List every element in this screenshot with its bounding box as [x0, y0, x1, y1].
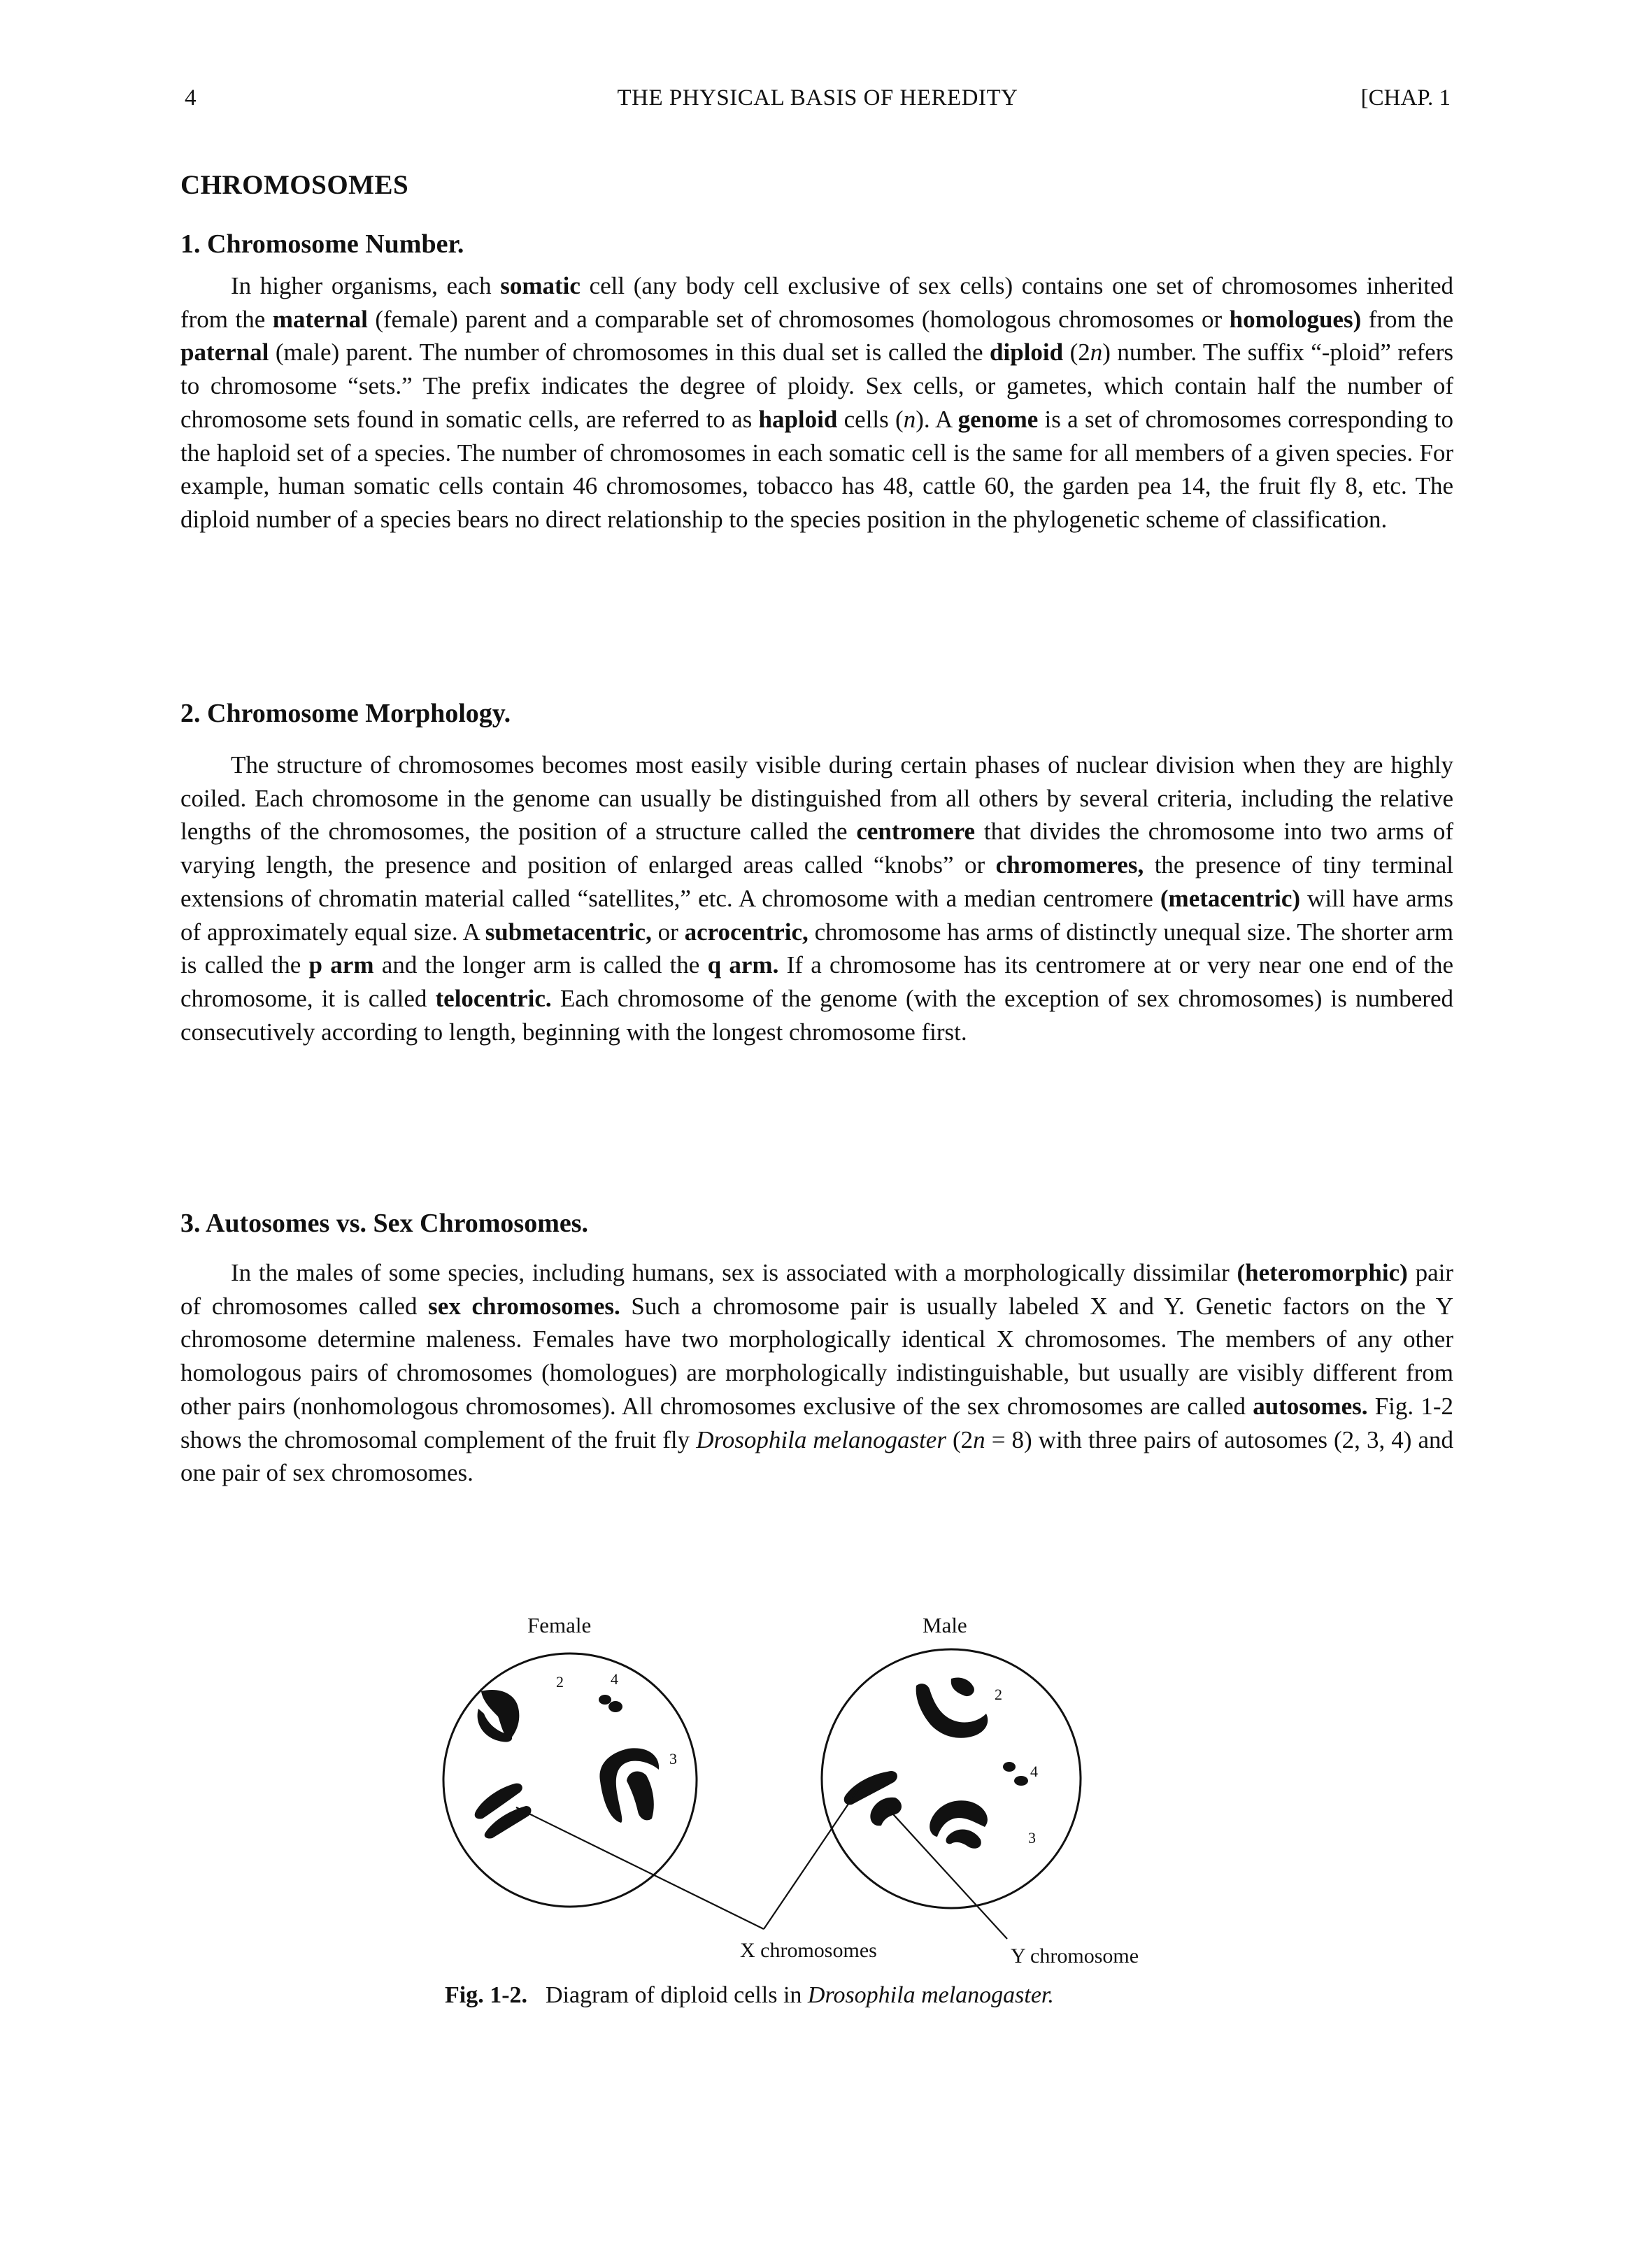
female-chromosome-4b [608, 1701, 622, 1712]
bold-term: p arm [308, 951, 374, 979]
bold-term: (metacentric) [1160, 884, 1301, 912]
text-run: the presence of tiny terminal extensions of chromatin material called “satellites,” etc. A chromosome with a median centromere [180, 851, 1453, 912]
male-chromosome-3b [946, 1829, 981, 1848]
bold-term: (heteromorphic) [1237, 1259, 1408, 1286]
text-run: is a set of chromosomes corresponding to the haploid set of a species. The number of chromosomes in each somatic cell is the same for all members of a given species. For example, human somatic cells contain 46 chromosomes, tobacco has 48, cattle 60, the garden pea 14, the fruit fly 8, etc. The diploid number of a species bears no direct relationship to the species position in the phylogenetic scheme of classification. [180, 405, 1453, 533]
bold-term: maternal [272, 305, 368, 333]
bold-term: q arm. [707, 951, 779, 979]
bold-term: sex chromosomes. [428, 1292, 620, 1320]
female-label: Female [527, 1613, 592, 1637]
running-title: THE PHYSICAL BASIS OF HEREDITY [617, 85, 1018, 111]
bold-term: haploid [758, 405, 838, 433]
subheading-autosomes: 3. Autosomes vs. Sex Chromosomes. [180, 1209, 589, 1238]
figure-caption-text: Diagram of diploid cells in [546, 1982, 808, 2008]
subheading-chromosome-number: 1. Chromosome Number. [180, 229, 464, 259]
male-label: Male [923, 1613, 967, 1637]
text-run: = 8) with three pairs of autosomes (2, 3, 4) and one pair of sex chromosomes. [180, 1425, 1453, 1487]
male-cell [822, 1649, 1081, 1908]
female-number-2: 2 [556, 1673, 564, 1691]
text-run: cells ( [837, 405, 904, 433]
paragraph-chromosome-morphology [180, 748, 1453, 1048]
male-number-2: 2 [995, 1686, 1002, 1703]
male-chromosome-4b [1014, 1776, 1028, 1786]
italic-term: n [903, 405, 916, 433]
text-run: cell (any body cell exclusive of sex cells) contains one set of chromosomes inherited from the [180, 272, 1453, 333]
female-number-3: 3 [669, 1750, 677, 1767]
text-run: ). A [916, 405, 958, 433]
bold-term: submetacentric, [485, 918, 652, 946]
bold-term: acrocentric, [684, 918, 809, 946]
female-number-4: 4 [611, 1670, 618, 1688]
bold-term: chromomeres, [995, 851, 1144, 879]
text-run: If a chromosome has its centromere at or very near one end of the chromosome, it is called [180, 951, 1454, 1012]
running-head [185, 85, 1451, 120]
text-run: In the males of some species, including humans, sex is associated with a morphologically dissimilar [231, 1259, 1237, 1286]
bold-term: diploid [990, 339, 1064, 367]
figure-caption-label: Fig. 1-2. [445, 1982, 528, 2008]
bold-term: autosomes. [1253, 1392, 1368, 1420]
figure-diploid-cells [406, 1609, 1245, 1972]
section-title: CHROMOSOMES [180, 170, 409, 200]
text-run: or [651, 918, 685, 946]
bold-term: centromere [856, 818, 976, 846]
text-run: that divides the chromosome into two arms of varying length, the presence and position of enlarged areas called “knobs” or [180, 818, 1454, 879]
text-run: and the longer arm is called the [373, 951, 708, 979]
paragraph-autosomes [180, 1256, 1453, 1490]
italic-term: n [1090, 339, 1103, 367]
text-run: The structure of chromosomes becomes most easily visible during certain phases of nuclear division when they are highly coiled. Each chromosome in the genome can usually be distinguished from all others by several criteria, including the relative lengths of the chromosomes, the position of a structure called the [180, 751, 1453, 846]
text-run: Such a chromosome pair is usually labeled X and Y. Genetic factors on the Y chromosome determine maleness. Females have two morphologically identical X chromosomes. The members of any other homologous pairs of chromosomes (homologues) are morphologically indistinguishable, but usually are visibly different from other pairs (nonhomologous chromosomes). All chromosomes exclusive of the sex chromosomes are called [180, 1292, 1453, 1420]
female-chromosome-4a [599, 1695, 611, 1705]
male-number-4: 4 [1030, 1763, 1038, 1780]
bold-term: homologues) [1229, 305, 1362, 333]
text-run: (2 [946, 1425, 974, 1453]
text-run: will have arms of approximately equal size. A [180, 884, 1453, 946]
figure-caption-species: Drosophila melanogaster. [807, 1982, 1054, 2008]
bold-term: somatic [500, 272, 581, 299]
male-chromosome-4a [1003, 1762, 1016, 1772]
text-run: In higher organisms, each [231, 272, 501, 299]
bold-term: paternal [180, 339, 269, 367]
text-run: (2 [1063, 339, 1090, 367]
italic-term: Drosophila melanogaster [696, 1425, 946, 1453]
text-run: Each chromosome of the genome (with the exception of sex chromosomes) is numbered consecutively according to length, beginning with the longest chromosome first. [180, 984, 1453, 1046]
x-chromosomes-label: X chromosomes [740, 1939, 877, 1962]
male-chromosome-2a [916, 1684, 988, 1738]
chapter-label: [CHAP. 1 [1360, 85, 1451, 111]
figure-caption [445, 1982, 1054, 2009]
bold-term: telocentric. [435, 984, 552, 1012]
paragraph-chromosome-number [180, 269, 1453, 536]
text-run: ) number. The suffix “-ploid” refers to chromosome “sets.” The prefix indicates the degree of ploidy. Sex cells, or gametes, which contain half the number of chromosome sets found in somatic cells, are referred to as [180, 339, 1453, 433]
male-chromosome-2b [951, 1678, 974, 1697]
female-chromosome-3b [627, 1771, 654, 1820]
text-run: pair of chromosomes called [180, 1259, 1453, 1320]
page-number: 4 [185, 85, 197, 111]
subheading-chromosome-morphology: 2. Chromosome Morphology. [180, 699, 511, 728]
leader-line-female-x [516, 1807, 764, 1929]
leader-line-male-x [764, 1786, 860, 1929]
text-run: chromosome has arms of distinctly unequal size. The shorter arm is called the [180, 918, 1454, 979]
male-number-3: 3 [1028, 1829, 1036, 1847]
male-chromosome-y [870, 1798, 902, 1826]
text-run: Fig. 1-2 shows the chromosomal complement of the fruit fly [180, 1392, 1453, 1453]
bold-term: genome [957, 405, 1039, 433]
text-run: from the [1361, 305, 1454, 333]
italic-term: n [973, 1425, 985, 1453]
y-chromosome-label: Y chromosome [1011, 1944, 1139, 1968]
leader-line-y [887, 1807, 1007, 1939]
text-run: (male) parent. The number of chromosomes in this dual set is called the [269, 339, 990, 367]
text-run: (female) parent and a comparable set of chromosomes (homologous chromosomes or [367, 305, 1230, 333]
